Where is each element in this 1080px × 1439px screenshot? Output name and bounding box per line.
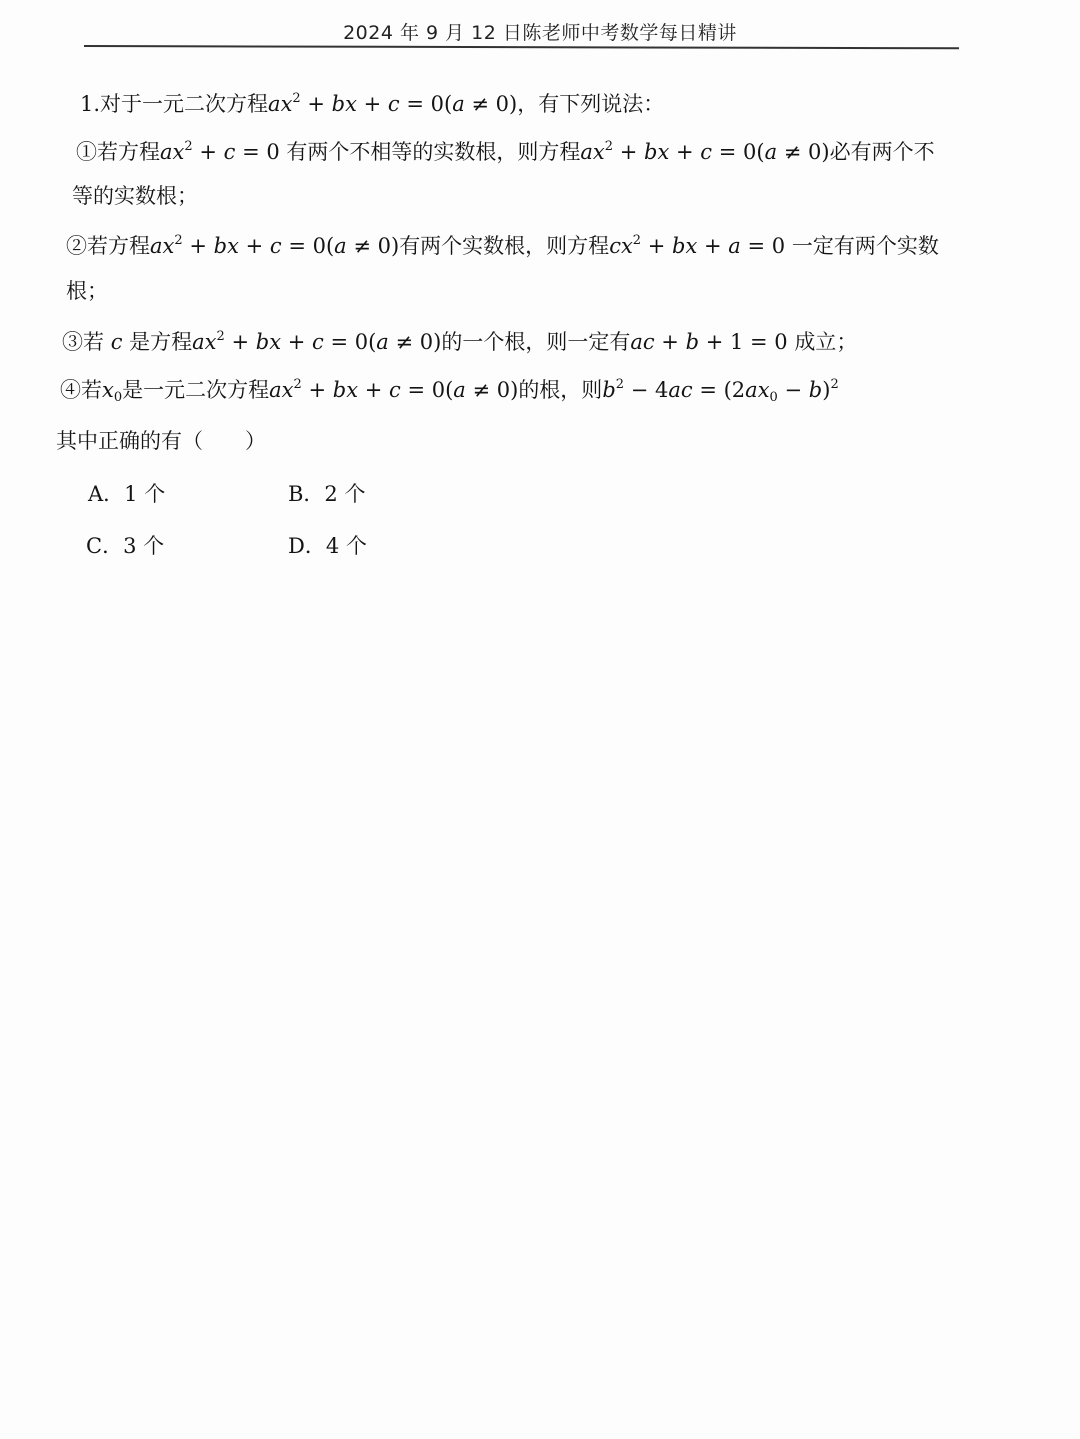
intro-text: 1.对于一元二次方程 — [80, 92, 269, 116]
question-intro — [80, 88, 664, 118]
option-b[interactable]: B．2 个 — [288, 482, 366, 506]
option-d[interactable]: D．4 个 — [288, 534, 367, 558]
question-prompt: 其中正确的有（ ） — [56, 429, 266, 453]
equation-s3-b: ac + b + 1 = 0 — [630, 330, 788, 354]
page-header: 2024 年 9 月 12 日陈老师中考数学每日精讲 — [343, 22, 737, 44]
statement-1-cont: 等的实数根； — [72, 184, 198, 208]
statement-3: ③若 c 是方程$ax^2$ + bx + c = 0(a ≠ 0)的一个根，则一定有ac + b + 1 = 0 成立； — [62, 329, 858, 354]
equation-s4-b: $b^2 - 4ac = (2ax_0 - b)^2$ — [602, 377, 839, 405]
equation-s4-a: $ax^2$ + bx + c = 0(a ≠ 0) — [269, 377, 519, 402]
option-c[interactable]: C．3 个 — [86, 534, 165, 558]
statement-2: ②若方程$ax^2$ + bx + c = 0(a ≠ 0)有两个实数根，则方程$cx^2$ + bx + a = 0 一定有两个实数 — [66, 233, 939, 258]
equation-s1-a: $ax^2 + c = 0$ — [160, 139, 280, 164]
header-divider — [84, 45, 959, 49]
equation-main: $ax^2$ + bx + c = 0(a ≠ 0) — [268, 91, 518, 116]
equation-s2-b: $cx^2$ + bx + a = 0 — [609, 233, 786, 258]
equation-s1-b: $ax^2$ + bx + c = 0(a ≠ 0) — [580, 139, 830, 164]
intro-suffix: ，有下列说法： — [517, 92, 665, 116]
equation-s2-a: $ax^2$ + bx + c = 0(a ≠ 0) — [150, 233, 400, 258]
option-a[interactable]: A．1 个 — [88, 482, 166, 506]
equation-s3-a: $ax^2$ + bx + c = 0(a ≠ 0) — [192, 329, 442, 354]
statement-1: ①若方程$ax^2 + c = 0$ 有两个不相等的实数根，则方程$ax^2$ + bx + c = 0(a ≠ 0)必有两个不 — [76, 139, 935, 164]
statement-2-cont: 根； — [66, 279, 108, 303]
statement-4: ④若$x_0$是一元二次方程$ax^2$ + bx + c = 0(a ≠ 0)的根，则$b^2 - 4ac = (2ax_0 - b)^2$ — [60, 377, 839, 405]
